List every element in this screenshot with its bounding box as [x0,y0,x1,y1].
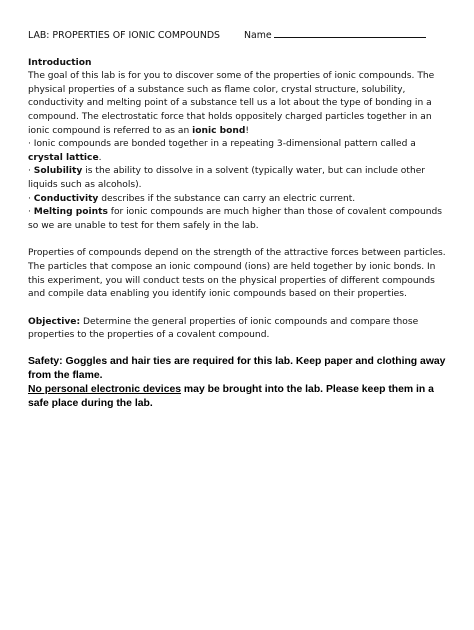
objective-label: Objective: [28,316,81,327]
objective-paragraph [28,316,446,343]
intro-text: The goal of this lab is for you to discover some of the properties of ionic compounds. The physical properties of a substance such as flame color, crystal structure, solubility, conductivity and melting point of a substance tell us a lot about the type of bonding in a compound. The electrostatic force that holds oppositely charged particles together in an ionic compound is referred to as an [28,71,435,136]
term-solubility: Solubility [33,166,83,177]
bullet-pre: · Ionic compounds are bonded together in a repeating 3-dimensional pattern called a [28,139,416,150]
safety-line-2-rest: may be brought into the lab. Please keep them in a safe place during the lab. [28,383,434,409]
no-devices-underlined: No personal electronic devices [28,383,182,395]
bullet-pre: · [28,166,34,177]
bullet-post: for ionic compounds are much higher than those of covalent compounds so we are unable to test for them safely in the lab. [28,207,443,231]
term-conductivity: Conductivity [33,193,99,204]
safety-section [28,355,446,411]
term-crystal-lattice: crystal lattice [28,152,99,163]
term-melting-points: Melting points [33,207,108,218]
bullet-crystal-lattice [28,138,446,165]
spacer [28,233,446,247]
name-label: Name [244,30,272,41]
properties-paragraph: Properties of compounds depend on the strength of the attractive forces between particles. The particles that compose an ionic compound (ions) are held together by ionic bonds. In this experiment, you will conduct tests on the physical properties of different compounds and compile data enabling you identify ionic compounds based on their properties. [28,248,446,300]
objective-text: Determine the general properties of ionic compounds and compare those properties to the properties of a covalent compound. [28,316,419,341]
safety-line-1: Safety: Goggles and hair ties are required for this lab. Keep paper and clothing away from the flame. [28,355,446,381]
lab-title: LAB: PROPERTIES OF IONIC COMPOUNDS [28,30,221,41]
bullet-pre: · [28,207,34,218]
safety-line-2 [28,383,446,411]
name-field [244,28,426,43]
spacer [28,343,446,355]
intro-end: ! [245,125,250,136]
introduction-section [28,57,446,234]
name-blank-line [274,28,426,38]
bullet-melting-points [28,206,446,233]
bullet-post: describes if the substance can carry an electric current. [98,193,356,204]
bullet-conductivity [28,193,446,207]
spacer [28,302,446,316]
page-header [28,28,446,43]
introduction-heading: Introduction [28,57,92,68]
bullet-post: . [98,152,102,163]
bullet-pre: · [28,193,34,204]
introduction-paragraph [28,70,446,138]
bullet-post: is the ability to dissolve in a solvent (typically water, but can include other liquids such as alcohols). [28,166,426,190]
bullet-solubility [28,165,446,192]
term-ionic-bond: ionic bond [192,125,246,136]
